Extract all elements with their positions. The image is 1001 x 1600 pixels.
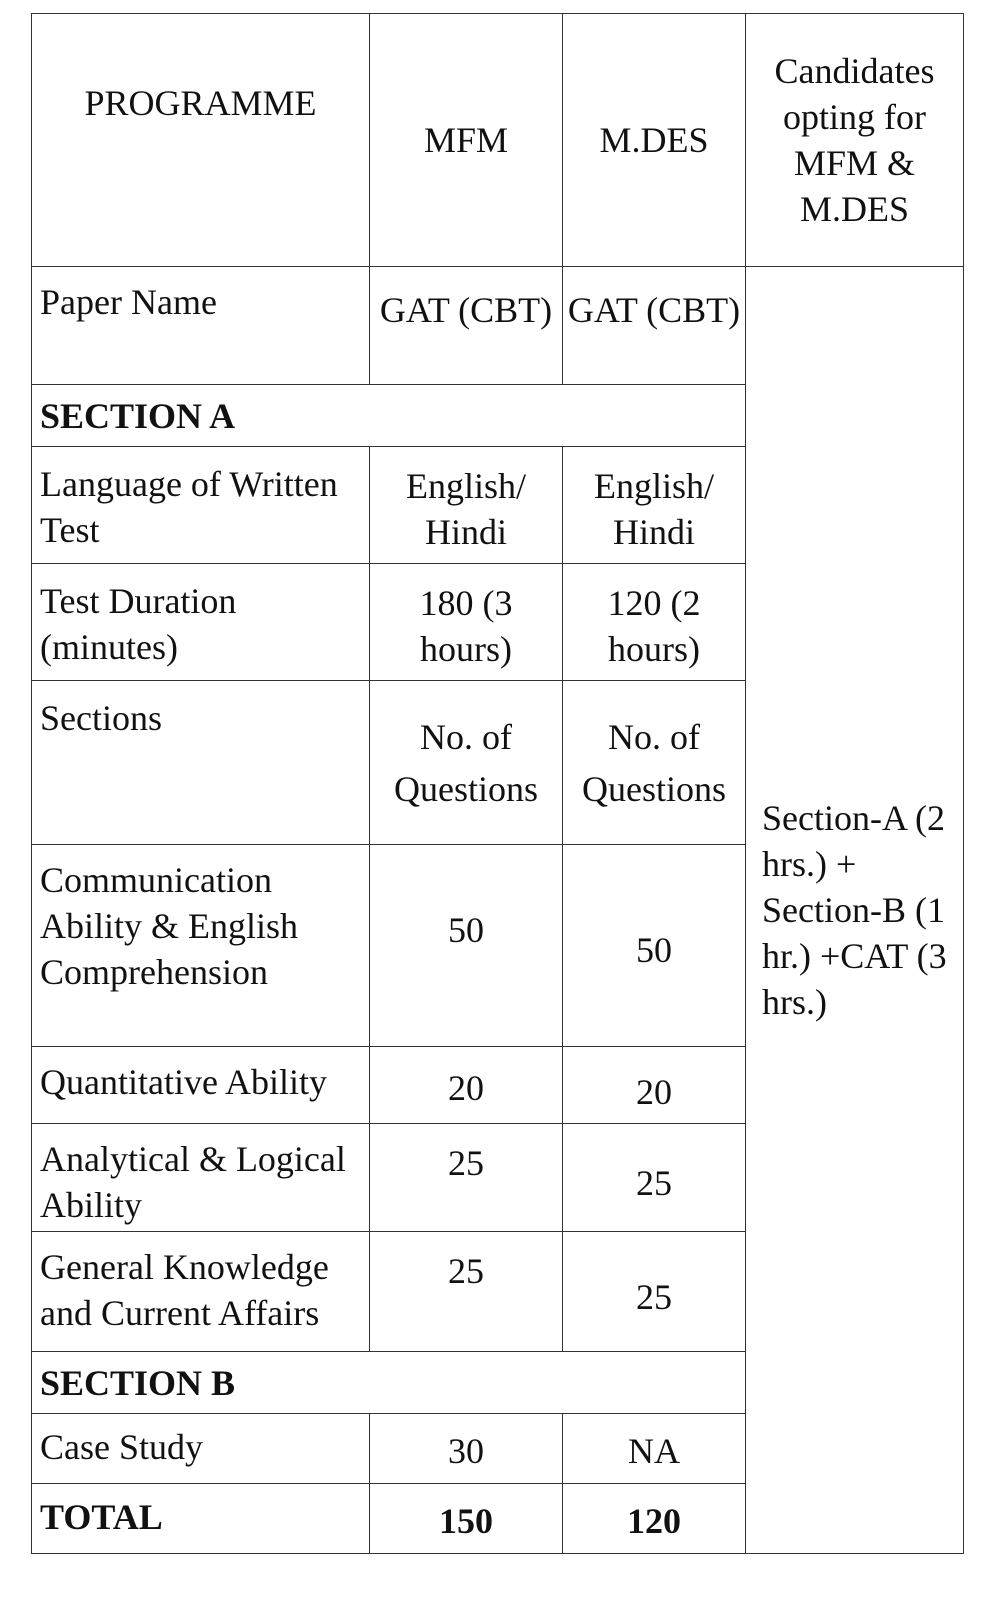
case-study-mfm: 30 (370, 1414, 563, 1484)
general-knowledge-mfm: 25 (370, 1232, 563, 1352)
header-mfm: MFM (370, 14, 563, 267)
analytical-mdes: 25 (563, 1124, 746, 1232)
general-knowledge-mdes: 25 (563, 1232, 746, 1352)
general-knowledge-label: General Knowledge and Current Affairs (32, 1232, 370, 1352)
section-a-heading: SECTION A (32, 385, 746, 447)
duration-label: Test Duration (minutes) (32, 564, 370, 681)
sections-mdes: No. of Questions (563, 681, 746, 845)
duration-mfm: 180 (3 hours) (370, 564, 563, 681)
sections-label: Sections (32, 681, 370, 845)
section-b-heading: SECTION B (32, 1352, 746, 1414)
case-study-label: Case Study (32, 1414, 370, 1484)
total-mfm: 150 (370, 1484, 563, 1554)
analytical-label: Analytical & Logical Ability (32, 1124, 370, 1232)
sections-mfm: No. of Questions (370, 681, 563, 845)
duration-mdes: 120 (2 hours) (563, 564, 746, 681)
communication-mfm: 50 (370, 845, 563, 1047)
analytical-mfm: 25 (370, 1124, 563, 1232)
exam-pattern-table-wrapper (31, 13, 964, 1554)
communication-mdes: 50 (563, 845, 746, 1047)
language-mdes: English/ Hindi (563, 447, 746, 564)
language-mfm: English/ Hindi (370, 447, 563, 564)
case-study-mdes: NA (563, 1414, 746, 1484)
header-row (32, 14, 964, 267)
combined-note: Section-A (2 hrs.) + Section-B (1 hr.) +CAT (3 hrs.) (746, 267, 964, 1554)
quantitative-mdes: 20 (563, 1047, 746, 1124)
header-programme: PROGRAMME (32, 14, 370, 267)
paper-name-mdes: GAT (CBT) (563, 267, 746, 385)
total-label: TOTAL (32, 1484, 370, 1554)
paper-name-row (32, 267, 964, 385)
paper-name-label: Paper Name (32, 267, 370, 385)
language-label: Language of Written Test (32, 447, 370, 564)
total-mdes: 120 (563, 1484, 746, 1554)
quantitative-mfm: 20 (370, 1047, 563, 1124)
quantitative-label: Quantitative Ability (32, 1047, 370, 1124)
header-combined: Candidates opting for MFM & M.DES (746, 14, 964, 267)
exam-pattern-table (31, 13, 964, 1554)
header-mdes: M.DES (563, 14, 746, 267)
paper-name-mfm: GAT (CBT) (370, 267, 563, 385)
communication-label: Communication Ability & English Comprehension (32, 845, 370, 1047)
